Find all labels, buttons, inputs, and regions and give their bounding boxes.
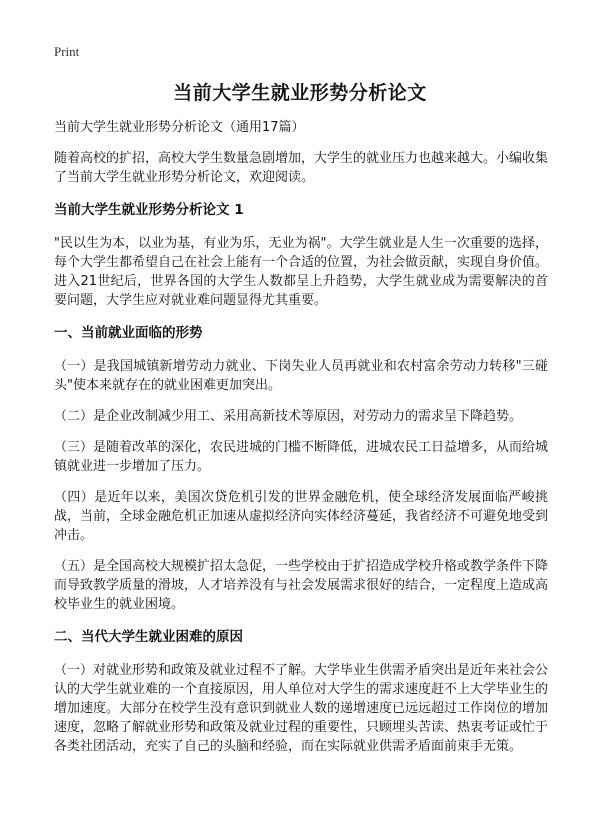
section-paragraph: （五）是全国高校大规模扩招太急促，一些学校由于扩招造成学校升格或教学条件下降而导致教学质量的滑坡，人才培养没有与社会发展需求很好的结合，一定程度上造成高校毕业生的就业困境。: [54, 559, 549, 612]
page-title: 当前大学生就业形势分析论文: [173, 82, 427, 104]
article-lead-paragraph: "民以生为本，以业为基，有业为乐，无业为祸"。大学生就业是人生一次重要的选择，每个大学生都希望自己在社会上能有一个合适的位置，为社会做贡献，实现自身价值。进入21世纪后，世界各国的大学生人数都呈上升趋势，大学生就业成为需要解决的首要问题，大学生应对就业难问题显得尤其重要。: [54, 236, 549, 308]
section-paragraph: （二）是企业改制减少用工、采用高新技术等原因，对劳动力的需求呈下降趋势。: [54, 409, 523, 424]
section-paragraph: （一）对就业形势和政策及就业过程不了解。大学毕业生供需矛盾突出是近年来社会公认的大学生就业难的一个直接原因，用人单位对大学生的需求速度赶不上大学毕业生的增加速度。大部分在校学生没有意识到就业人数的递增速度已远远超过工作岗位的增加速度，忽略了解就业形势和政策及就业过程的重要性，只顾埋头苦读、热衷考证或忙于各类社团活动，充实了自己的头脑和经验，而在实际就业供需矛盾面前束手无策。: [54, 663, 549, 754]
section-heading: 一、当前就业面临的形势: [54, 325, 203, 341]
article-title: 当前大学生就业形势分析论文 1: [54, 202, 244, 218]
section-heading: 二、当代大学生就业困难的原因: [54, 629, 243, 645]
section-paragraph: （一）是我国城镇新增劳动力就业、下岗失业人员再就业和农村富余劳动力转移"三碰头"使本来就存在的就业困难更加突出。: [54, 359, 548, 393]
document-body: [54, 118, 548, 770]
document-subtitle: 当前大学生就业形势分析论文（通用17篇）: [54, 120, 305, 135]
section-paragraph: （三）是随着改革的深化，农民进城的门槛不断降低，进城农民工日益增多，从而给城镇就业进一步增加了压力。: [54, 440, 549, 474]
print-link[interactable]: Print: [54, 44, 80, 59]
section-paragraph: （四）是近年以来，美国次贷危机引发的世界金融危机，使全球经济发展面临严峻挑战，当前，全球金融危机正加速从虚拟经济向实体经济蔓延，我省经济不可避免地受到冲击。: [54, 490, 549, 543]
intro-paragraph: 随着高校的扩招，高校大学生数量急剧增加，大学生的就业压力也越来越大。小编收集了当前大学生就业形势分析论文，欢迎阅读。: [54, 151, 549, 185]
